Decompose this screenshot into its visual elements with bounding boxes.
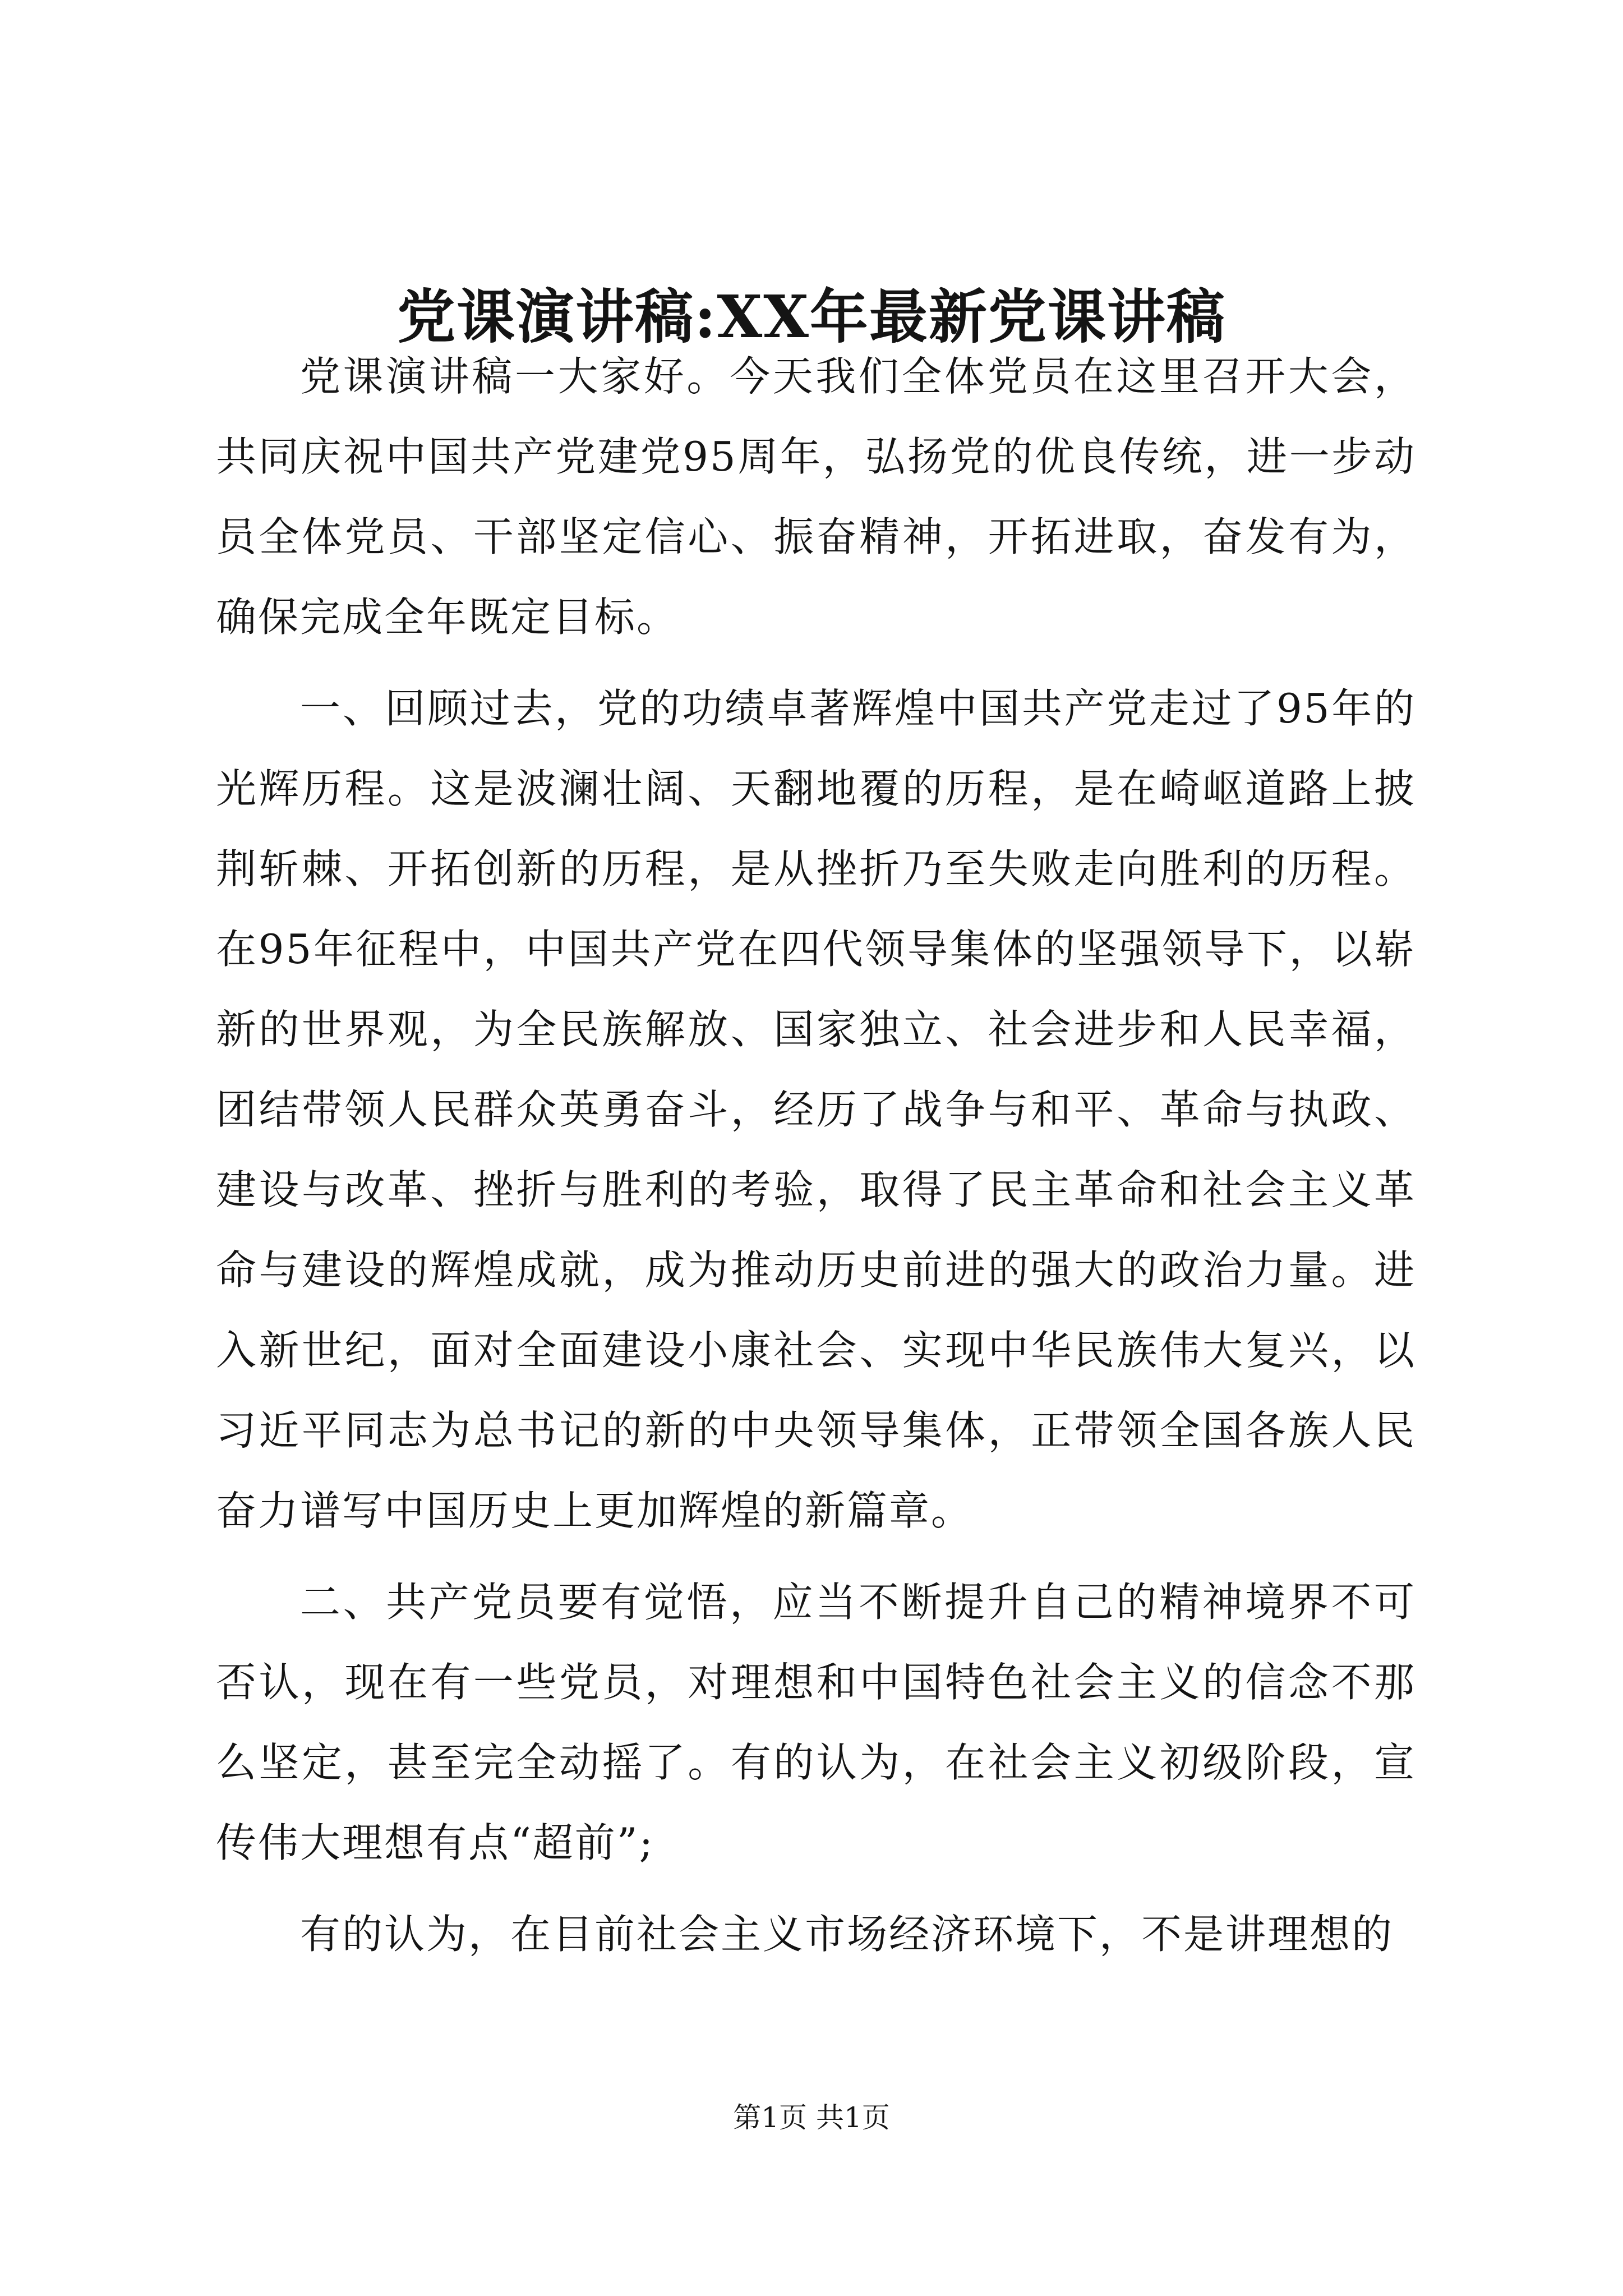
- paragraph-2: 一、回顾过去，党的功绩卓著辉煌中国共产党走过了95年的光辉历程。这是波澜壮阔、天翻地覆的历程，是在崎岖道路上披荆斩棘、开拓创新的历程，是从挫折乃至失败走向胜利的历程。在95年征程中，中国共产党在四代领导集体的坚强领导下，以崭新的世界观，为全民族解放、国家独立、社会进步和人民幸福，团结带领人民群众英勇奋斗，经历了战争与和平、革命与执政、建设与改革、挫折与胜利的考验，取得了民主革命和社会主义革命与建设的辉煌成就，成为推动历史前进的强大的政治力量。进入新世纪，面对全面建设小康社会、实现中华民族伟大复兴，以习近平同志为总书记的新的中央领导集体，正带领全国各族人民奋力谱写中国历史上更加辉煌的新篇章。: [216, 685, 1416, 1534]
- document-body: [216, 337, 1416, 1986]
- paragraph-1: 党课演讲稿一大家好。今天我们全体党员在这里召开大会，共同庆祝中国共产党建党95周年，弘扬党的优良传统，进一步动员全体党员、干部坚定信心、振奋精神，开拓进取，奋发有为，确保完成全年既定目标。: [216, 353, 1416, 641]
- paragraph-4: 有的认为，在目前社会主义市场经济环境下，不是讲理想的: [300, 1911, 1394, 1958]
- paragraph-3: 二、共产党员要有觉悟，应当不断提升自己的精神境界不可否认，现在有一些党员，对理想和中国特色社会主义的信念不那么坚定，甚至完全动摇了。有的认为，在社会主义初级阶段，宣传伟大理想有点“超前”;: [216, 1579, 1416, 1866]
- document-title: 党课演讲稿:XX年最新党课讲稿: [397, 282, 1226, 351]
- page-number-footer: 第1页 共1页: [733, 2101, 890, 2134]
